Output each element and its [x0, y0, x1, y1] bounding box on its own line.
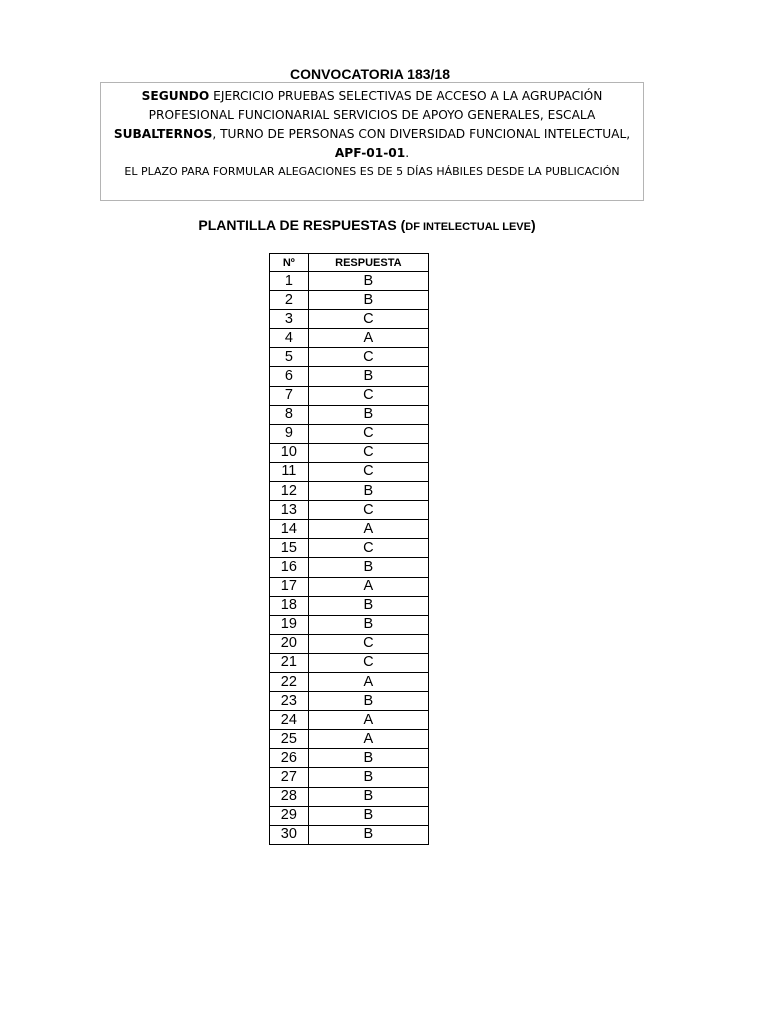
answer-letter: B	[308, 405, 428, 424]
answer-letter: A	[308, 329, 428, 348]
table-row	[270, 806, 429, 825]
table-row	[270, 577, 429, 596]
question-number: 13	[270, 501, 309, 520]
answer-table	[269, 253, 429, 845]
table-row	[270, 768, 429, 787]
table-row	[270, 501, 429, 520]
question-number: 29	[270, 806, 309, 825]
info-segundo: SEGUNDO	[141, 89, 210, 103]
question-number: 11	[270, 462, 309, 481]
table-row	[270, 596, 429, 615]
question-number: 9	[270, 424, 309, 443]
question-number: 30	[270, 825, 309, 844]
answer-letter: B	[308, 806, 428, 825]
answer-letter: C	[308, 539, 428, 558]
answer-letter: C	[308, 424, 428, 443]
table-row	[270, 405, 429, 424]
table-row	[270, 692, 429, 711]
question-number: 6	[270, 367, 309, 386]
table-row	[270, 482, 429, 501]
table-row	[270, 291, 429, 310]
answer-letter: B	[308, 596, 428, 615]
info-line-4-text: .	[405, 146, 410, 160]
question-number: 14	[270, 520, 309, 539]
answer-letter: C	[308, 310, 428, 329]
answer-letter: A	[308, 672, 428, 691]
template-title-small: DF INTELECTUAL LEVE	[405, 221, 531, 233]
question-number: 23	[270, 692, 309, 711]
question-number: 19	[270, 615, 309, 634]
question-number: 20	[270, 634, 309, 653]
info-subalternos: SUBALTERNOS	[113, 127, 213, 141]
question-number: 25	[270, 730, 309, 749]
answer-table-header	[270, 254, 429, 272]
table-row	[270, 711, 429, 730]
table-row	[270, 443, 429, 462]
table-row	[270, 615, 429, 634]
table-row	[270, 329, 429, 348]
answer-letter: B	[308, 482, 428, 501]
info-box	[100, 82, 644, 201]
template-title-main: PLANTILLA DE RESPUESTAS (	[198, 217, 406, 233]
answer-letter: B	[308, 768, 428, 787]
answer-letter: A	[308, 577, 428, 596]
answer-letter: B	[308, 291, 428, 310]
answer-letter: B	[308, 825, 428, 844]
question-number: 2	[270, 291, 309, 310]
info-line-1	[101, 87, 643, 106]
answer-letter: B	[308, 367, 428, 386]
table-row	[270, 462, 429, 481]
question-number: 3	[270, 310, 309, 329]
question-number: 7	[270, 386, 309, 405]
question-number: 12	[270, 482, 309, 501]
info-line-3	[101, 125, 643, 144]
question-number: 8	[270, 405, 309, 424]
info-deadline: EL PLAZO PARA FORMULAR ALEGACIONES ES DE 5 DÍAS HÁBILES DESDE LA PUBLICACIÓN	[124, 165, 620, 178]
answer-letter: B	[308, 615, 428, 634]
table-row	[270, 749, 429, 768]
question-number: 5	[270, 348, 309, 367]
info-line-4	[101, 144, 643, 163]
question-number: 10	[270, 443, 309, 462]
answer-letter: A	[308, 711, 428, 730]
info-code: APF-01-01	[334, 146, 406, 160]
question-number: 22	[270, 672, 309, 691]
table-row	[270, 634, 429, 653]
table-row	[270, 787, 429, 806]
answer-letter: C	[308, 348, 428, 367]
info-line-3-text: , TURNO DE PERSONAS CON DIVERSIDAD FUNCIONAL INTELECTUAL,	[212, 127, 631, 141]
answer-letter: C	[308, 501, 428, 520]
table-row	[270, 825, 429, 844]
table-row	[270, 424, 429, 443]
table-row	[270, 653, 429, 672]
answer-letter: B	[308, 272, 428, 291]
table-row	[270, 348, 429, 367]
table-row	[270, 558, 429, 577]
table-row	[270, 730, 429, 749]
answer-letter: B	[308, 787, 428, 806]
table-row	[270, 367, 429, 386]
question-number: 17	[270, 577, 309, 596]
answer-table-body	[270, 272, 429, 845]
table-row	[270, 272, 429, 291]
info-line-1-text: EJERCICIO PRUEBAS SELECTIVAS DE ACCESO A LA AGRUPACIÓN	[209, 89, 603, 103]
info-line-2: PROFESIONAL FUNCIONARIAL SERVICIOS DE APOYO GENERALES, ESCALA	[148, 108, 596, 122]
template-title	[0, 217, 734, 233]
table-row	[270, 386, 429, 405]
question-number: 24	[270, 711, 309, 730]
answer-letter: B	[308, 749, 428, 768]
table-row	[270, 539, 429, 558]
question-number: 28	[270, 787, 309, 806]
answer-letter: C	[308, 386, 428, 405]
answer-letter: C	[308, 653, 428, 672]
answer-letter: A	[308, 730, 428, 749]
answer-letter: B	[308, 692, 428, 711]
answer-letter: C	[308, 634, 428, 653]
answer-letter: C	[308, 462, 428, 481]
template-title-close: )	[530, 217, 536, 233]
header-answer: RESPUESTA	[308, 254, 428, 272]
question-number: 27	[270, 768, 309, 787]
document-title: CONVOCATORIA 183/18	[289, 66, 450, 82]
question-number: 26	[270, 749, 309, 768]
answer-letter: A	[308, 520, 428, 539]
question-number: 16	[270, 558, 309, 577]
question-number: 18	[270, 596, 309, 615]
question-number: 15	[270, 539, 309, 558]
question-number: 1	[270, 272, 309, 291]
answer-letter: C	[308, 443, 428, 462]
table-row	[270, 520, 429, 539]
question-number: 21	[270, 653, 309, 672]
answer-letter: B	[308, 558, 428, 577]
question-number: 4	[270, 329, 309, 348]
table-row	[270, 310, 429, 329]
table-row	[270, 672, 429, 691]
header-number: Nº	[270, 254, 309, 272]
